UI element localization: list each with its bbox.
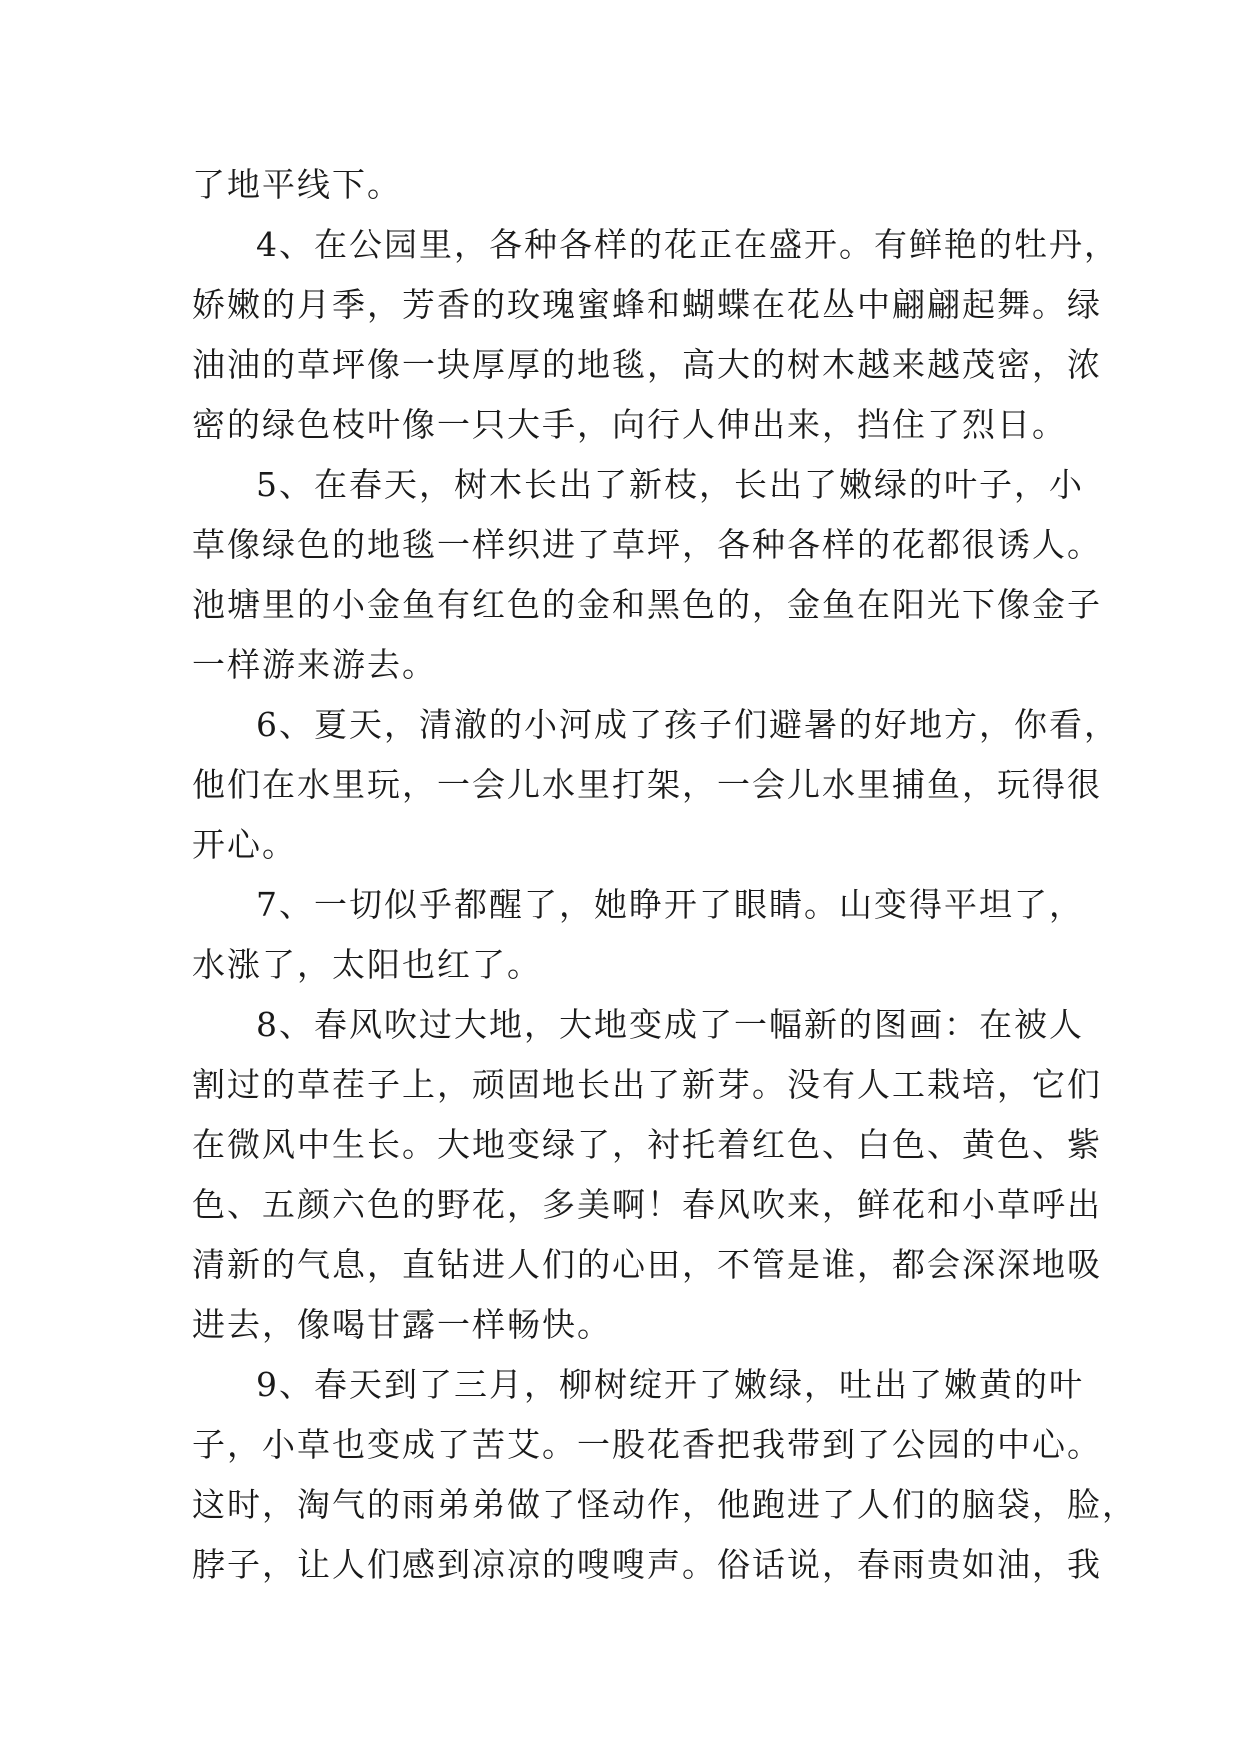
- text-line: 在微风中生长。大地变绿了，衬托着红色、白色、黄色、紫: [192, 1125, 1102, 1164]
- text-line: 色、五颜六色的野花，多美啊！春风吹来，鲜花和小草呼出: [192, 1185, 1102, 1224]
- paragraph-first-line: 7、一切似乎都醒了，她睁开了眼睛。山变得平坦了，: [256, 885, 1084, 924]
- text-line: 进去，像喝甘露一样畅快。: [192, 1305, 612, 1344]
- text-line: 割过的草茬子上，顽固地长出了新芽。没有人工栽培，它们: [192, 1065, 1102, 1104]
- text-line: 油油的草坪像一块厚厚的地毯，高大的树木越来越茂密，浓: [192, 345, 1102, 384]
- text-line: 脖子，让人们感到凉凉的嗖嗖声。俗话说，春雨贵如油，我: [192, 1545, 1102, 1584]
- paragraph-first-line: 6、夏天，清澈的小河成了孩子们避暑的好地方，你看，: [256, 705, 1119, 744]
- paragraph-first-line: 9、春天到了三月，柳树绽开了嫩绿，吐出了嫩黄的叶: [256, 1365, 1084, 1404]
- text-line: 池塘里的小金鱼有红色的金和黑色的，金鱼在阳光下像金子: [192, 585, 1102, 624]
- paragraph-first-line: 8、春风吹过大地，大地变成了一幅新的图画：在被人: [256, 1005, 1084, 1044]
- paragraph-first-line: 5、在春天，树木长出了新枝，长出了嫩绿的叶子，小: [256, 465, 1084, 504]
- text-line: 这时，淘气的雨弟弟做了怪动作，他跑进了人们的脑袋，脸，: [192, 1485, 1137, 1524]
- text-line: 了地平线下。: [192, 165, 402, 204]
- body-text: [192, 155, 1137, 1595]
- text-line: 水涨了，太阳也红了。: [192, 945, 542, 984]
- text-line: 开心。: [192, 825, 297, 864]
- text-line: 密的绿色枝叶像一只大手，向行人伸出来，挡住了烈日。: [192, 405, 1067, 444]
- text-line: 子，小草也变成了苦艾。一股花香把我带到了公园的中心。: [192, 1425, 1102, 1464]
- paragraph-first-line: 4、在公园里，各种各样的花正在盛开。有鲜艳的牡丹，: [256, 225, 1119, 264]
- text-line: 他们在水里玩，一会儿水里打架，一会儿水里捕鱼，玩得很: [192, 765, 1102, 804]
- text-line: 一样游来游去。: [192, 645, 437, 684]
- text-line: 娇嫩的月季，芳香的玫瑰蜜蜂和蝴蝶在花丛中翩翩起舞。绿: [192, 285, 1102, 324]
- text-line: 草像绿色的地毯一样织进了草坪，各种各样的花都很诱人。: [192, 525, 1102, 564]
- text-line: 清新的气息，直钻进人们的心田，不管是谁，都会深深地吸: [192, 1245, 1102, 1284]
